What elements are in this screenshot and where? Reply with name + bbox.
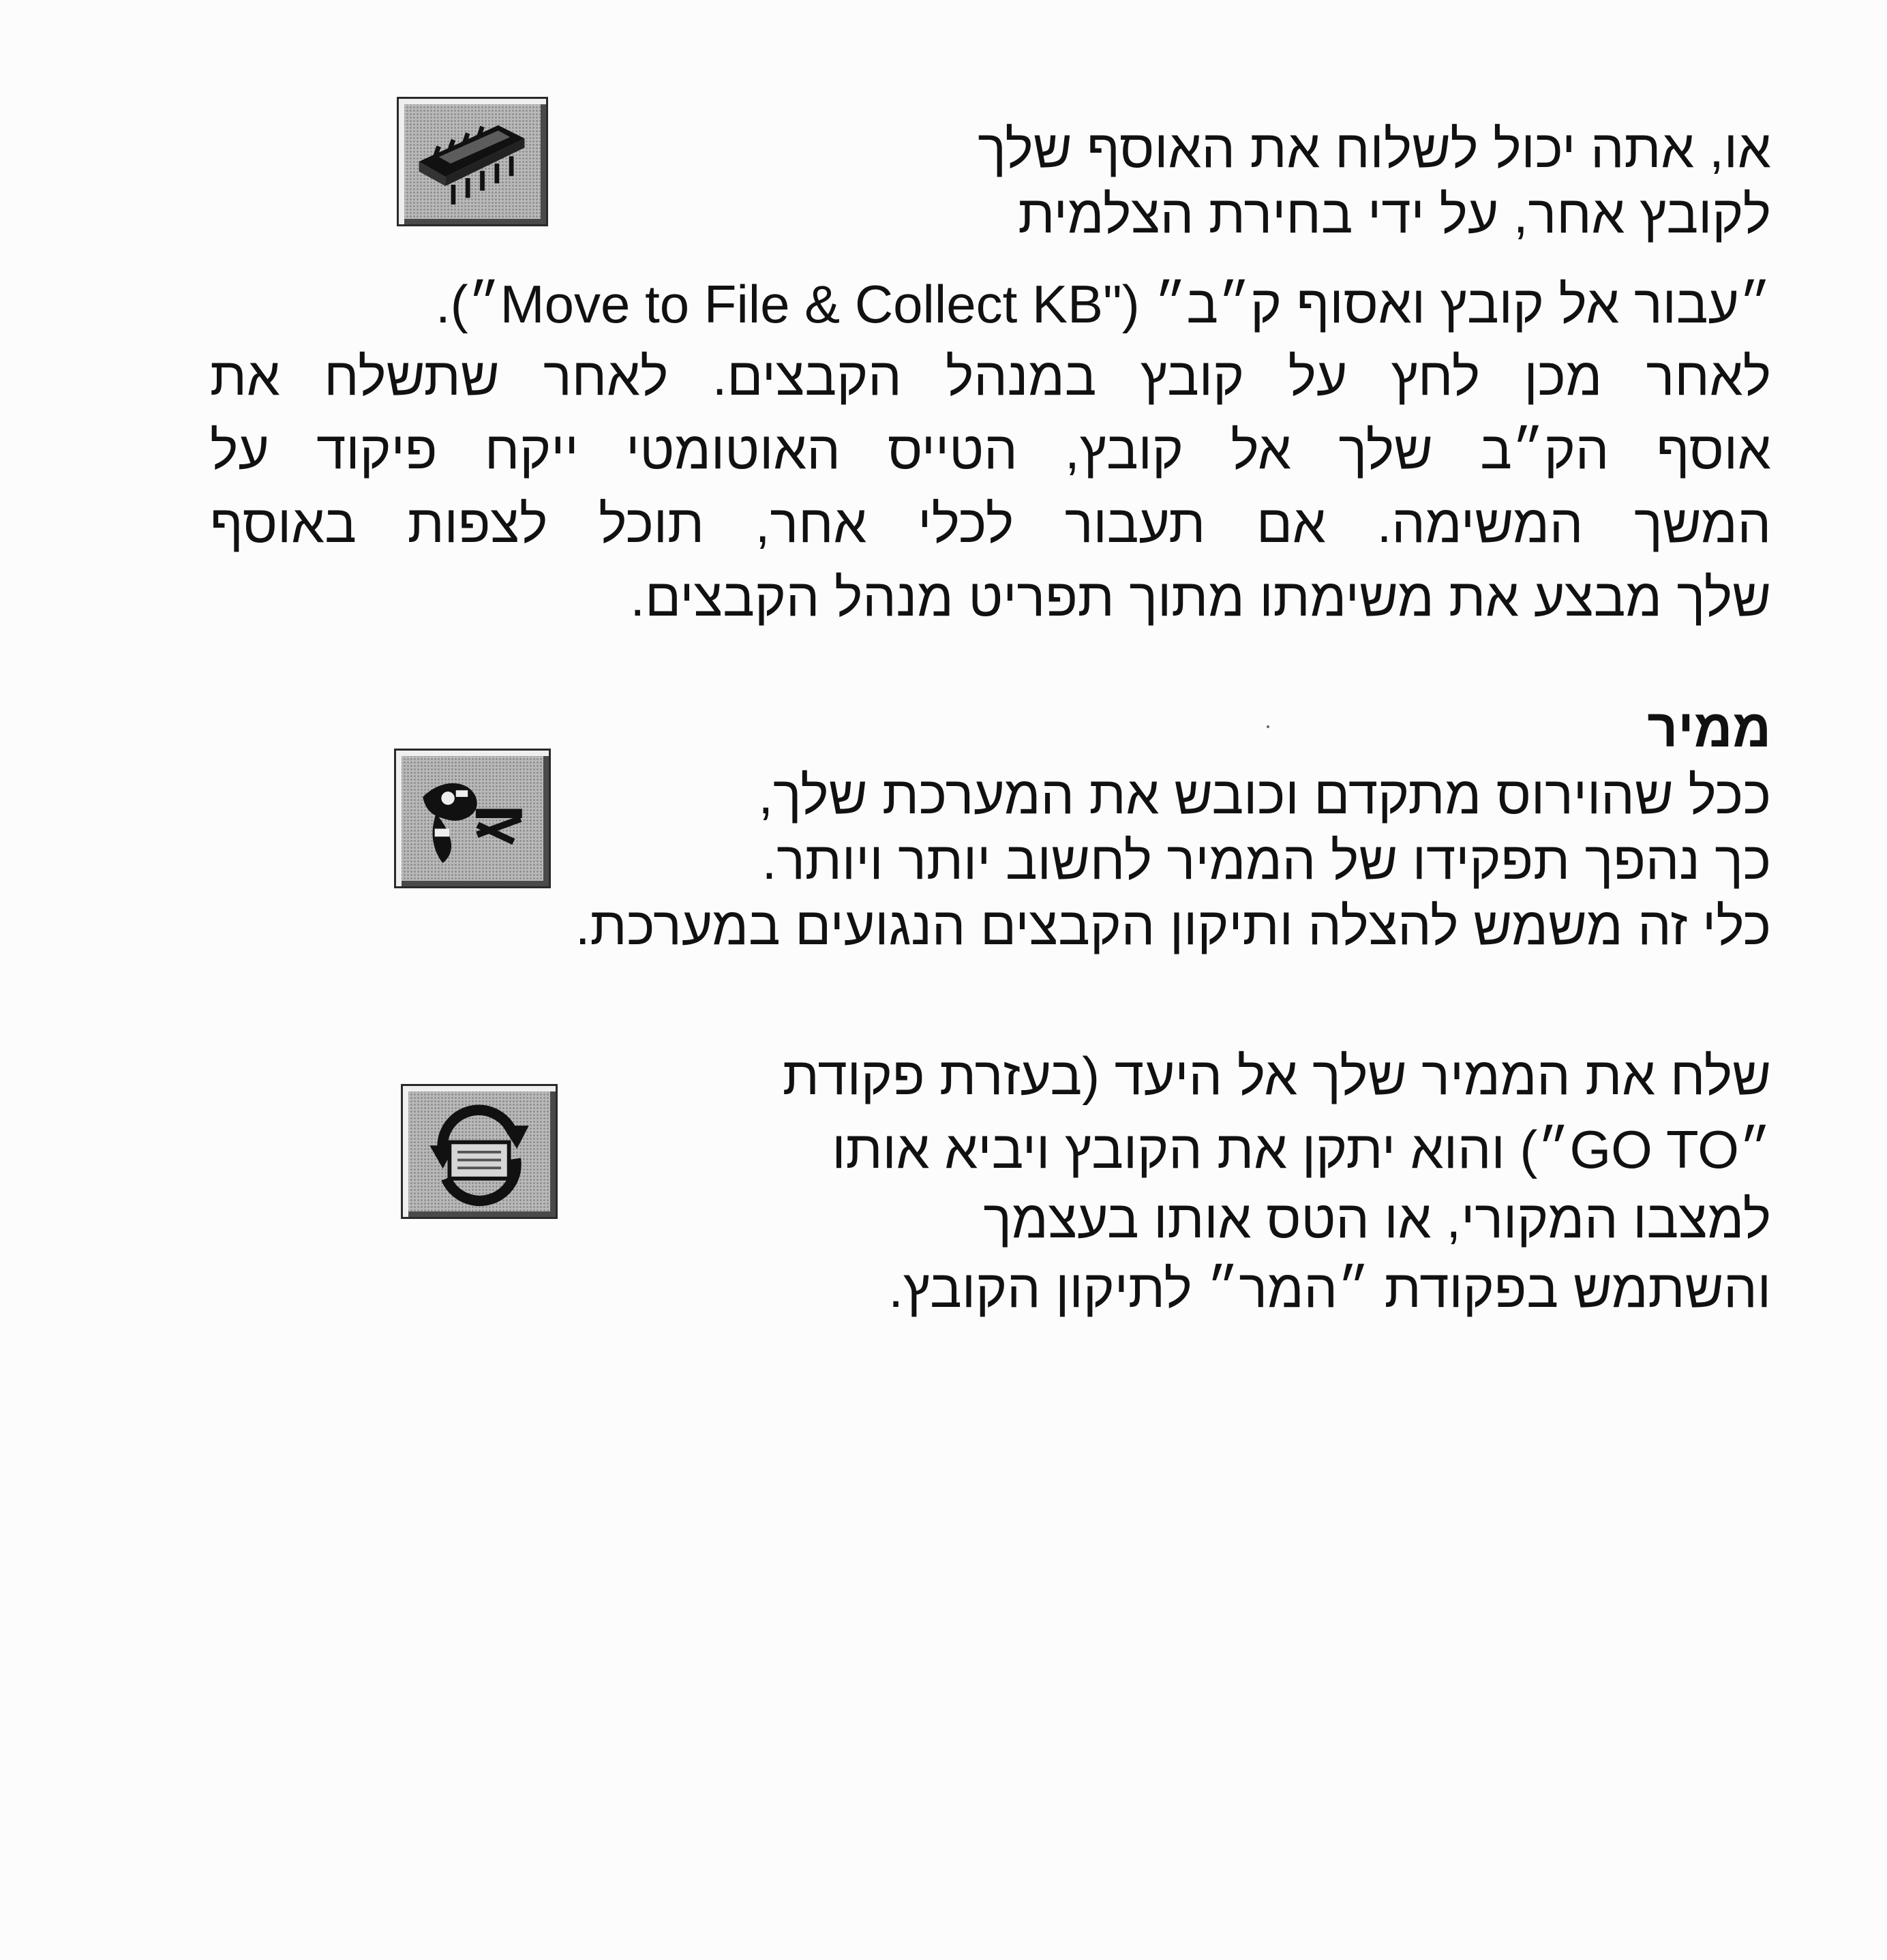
section-3-line-3: למצבו המקורי, או הטס אותו בעצמך (983, 1189, 1771, 1249)
goto-repair-icon (401, 1084, 558, 1219)
paragraph-line-4: המשך המשימה. אם תעבור לכלי אחר, תוכל לצפות באוסף (210, 494, 1771, 554)
section-2-line-1: ככל שהוירוס מתקדם וכובש את המערכת שלך, (758, 765, 1771, 825)
section-1-line-1: או, אתה יכול לשלוח את האוסף שלך (978, 119, 1771, 179)
section-3-line-4: והשתמש בפקודת ״המר״ לתיקון הקובץ. (888, 1258, 1771, 1318)
speck (1267, 725, 1269, 728)
paragraph-line-5: שלך מבצע את משימתו מתוך תפריט מנהל הקבצים. (630, 567, 1771, 627)
paragraph-line-2: לאחר מכן לחץ על קובץ במנהל הקבצים. לאחר שתשלח את (210, 346, 1771, 406)
section-3 (544, 1043, 1771, 1321)
chip-icon (397, 97, 548, 226)
section-heading-converter: ממיר (1647, 698, 1771, 758)
section-1 (680, 116, 1771, 247)
section-3-line-2: ״GO TO״) והוא יתקן את הקובץ ויביא אותו (832, 1119, 1771, 1179)
paragraph-line-1: ״עבור אל קובץ ואסוף ק״ב״ ("Move to File & Collect KB״). (435, 274, 1771, 334)
section-3-line-1: שלח את הממיר שלך אל היעד (בעזרת פקודת (782, 1046, 1771, 1106)
section-2 (339, 695, 1771, 761)
section-2-line-3: כלי זה משמש להצלה ותיקון הקבצים הנגועים במערכת. (575, 896, 1771, 956)
section-2-line-2: כך נהפך תפקידו של הממיר לחשוב יותר ויותר. (761, 830, 1771, 890)
section-1-line-2: לקובץ אחר, על ידי בחירת הצלמית (1018, 184, 1771, 244)
paragraph-line-3: אוסף הק״ב שלך אל קובץ, הטייס האוטומטי ייקח פיקוד על (210, 420, 1771, 480)
section-1-paragraph (210, 271, 1771, 630)
section-2-text (271, 762, 1771, 959)
